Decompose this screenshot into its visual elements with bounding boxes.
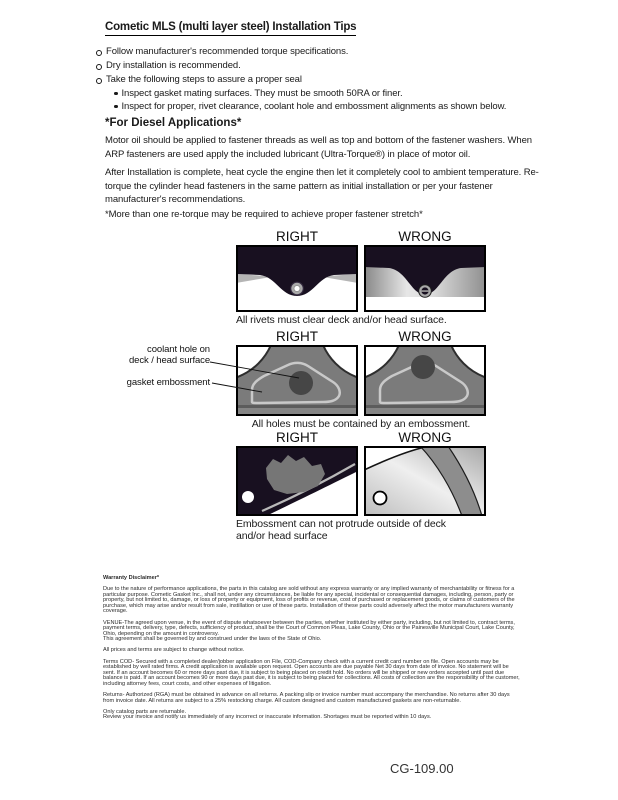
figure-labels — [236, 229, 486, 244]
tip-text: Take the following steps to assure a proper seal — [106, 74, 302, 85]
figure-labels — [236, 329, 486, 344]
figure-caption: Embossment can not protrude outside of deck and/or head surface — [236, 518, 446, 542]
figure-coolant-hole — [236, 329, 486, 430]
figure-boxes — [236, 345, 486, 416]
retorque-note: *More than one re-torque may be required to achieve proper fastener stretch* — [105, 209, 423, 220]
warranty-heading: Warranty Disclaimer* — [103, 575, 160, 581]
gasket-embossment-label: gasket embossment — [126, 377, 210, 388]
prices-notice: All prices and terms are subject to change without notice. — [103, 647, 245, 654]
tip-text: Inspect gasket mating surfaces. They must be smooth 50RA or finer. — [121, 88, 403, 99]
venue-governing-law: This agreement shall be governed by and construed under the laws of the State of Ohio. — [103, 636, 322, 643]
diagram-rivet-wrong — [364, 245, 486, 312]
terms-paragraph: Terms COD- Secured with a completed dealer/jobber application on File, COD-Company check with a current credit card number on file. Open accounts may be established by well rated firms. A credit application is available upon request. Open accounts are due payable Net 30 days from date of invoice. No statement will be sent. If an account becomes 60 or more days past due, it is subject to being placed on credit hold. No orders will be shipped or new orders accepted until past due balance is paid. If an account becomes 90 or more days past due, it is subject to being placed for collections. All costs of collection are the responsibility of the customer, including attorney fees, court costs, and other expenses of litigation. — [103, 658, 520, 687]
diagram-coolant-right — [236, 345, 358, 416]
page-title: Cometic MLS (multi layer steel) Installation Tips — [105, 21, 356, 36]
tips-list — [96, 45, 556, 113]
wrong-label: WRONG — [398, 229, 452, 244]
figure-labels — [236, 430, 486, 445]
figure-boxes — [236, 446, 486, 516]
tip-text: Follow manufacturer's recommended torque specifications. — [106, 46, 349, 57]
tip-text: Dry installation is recommended. — [106, 60, 241, 71]
list-item — [114, 87, 556, 100]
list-item — [96, 73, 556, 87]
dot-bullet-icon — [114, 105, 118, 109]
diagram-rivet-right — [236, 245, 358, 312]
diesel-paragraph-2: After Installation is complete, heat cycle the engine then let it completely cool to ambient temperature. Re-torque the cylinder head fasteners in the same pattern as initial installation or per your fastener manufacturer's recommendations. — [105, 167, 539, 205]
invoice-review-line: Review your invoice and notify us immediately of any incorrect or inaccurate information. Shortages must be reported within 10 days. — [103, 714, 432, 721]
figure-embossment-protrusion — [236, 430, 486, 542]
list-item — [96, 45, 556, 59]
coolant-hole-label: coolant hole on deck / head surface — [128, 344, 210, 366]
figure-caption: All holes must be contained by an embossment. — [251, 418, 471, 430]
open-bullet-icon — [96, 50, 102, 56]
returnable-line: Only catalog parts are returnable. — [103, 708, 187, 715]
open-bullet-icon — [96, 64, 102, 70]
right-label: RIGHT — [276, 229, 318, 244]
venue-paragraph: VENUE-The agreed upon venue, in the event of dispute whatsoever between the parties, whether instituted by either party, including, but not limited to, contract terms, payment terms, delivery, type, defects, sufficiency of product, shall be the Court of Common Pleas, Lake County, Ohio or the Painesville Municipal Court, Lake County, Ohio, depending on the amount in controversy. — [103, 619, 515, 637]
legal-disclaimer — [103, 576, 520, 721]
tip-text: Inspect for proper, rivet clearance, coolant hole and embossment alignments as shown below. — [121, 101, 507, 112]
right-label: RIGHT — [276, 430, 318, 445]
diagram-protrusion-wrong — [364, 446, 486, 516]
diagram-coolant-wrong — [364, 345, 486, 416]
warranty-paragraph: Due to the nature of performance applications, the parts in this catalog are sold without any express warranty or any implied warranty of merchantability or fitness for a particular purpose. Cometic Gasket Inc., shall not, under any circumstances, be liable for any special, incidental or consequential damages, including, person, party or property, but not limited to, damage, or loss of property or equipment, loss of profits or revenue, cost of purchased or replacement goods, or claims of customers of the purchase, which may arise and/or result from sale, instillation or use of these parts. Installation of these parts could adversely affect the motor manufacturers warranty coverage. — [103, 586, 515, 615]
figure-rivet-clearance — [236, 229, 486, 326]
diesel-heading: *For Diesel Applications* — [105, 117, 242, 129]
returns-paragraph: Returns- Authorized (RGA) must be obtained in advance on all returns. A packing slip or invoice number must accompany the merchandise. No returns after 30 days from invoice date. All returns are subject to a 25% restocking charge. All custom designed and custom manufactured gaskets are non-returnable. — [103, 692, 510, 704]
page-code: CG-109.00 — [390, 761, 454, 776]
figure-boxes — [236, 245, 486, 312]
open-bullet-icon — [96, 78, 102, 84]
wrong-label: WRONG — [398, 430, 452, 445]
dot-bullet-icon — [114, 92, 118, 96]
list-item — [114, 100, 556, 113]
wrong-label: WRONG — [398, 329, 452, 344]
figure-caption: All rivets must clear deck and/or head surface. — [236, 314, 447, 326]
diesel-paragraph-1: Motor oil should be applied to fastener threads as well as top and bottom of the fastener washers. When ARP fasteners are used apply the included lubricant (Ultra-Torque®) in place of motor oil. — [105, 135, 532, 160]
list-item — [96, 59, 556, 73]
diagram-protrusion-right — [236, 446, 358, 516]
right-label: RIGHT — [276, 329, 318, 344]
